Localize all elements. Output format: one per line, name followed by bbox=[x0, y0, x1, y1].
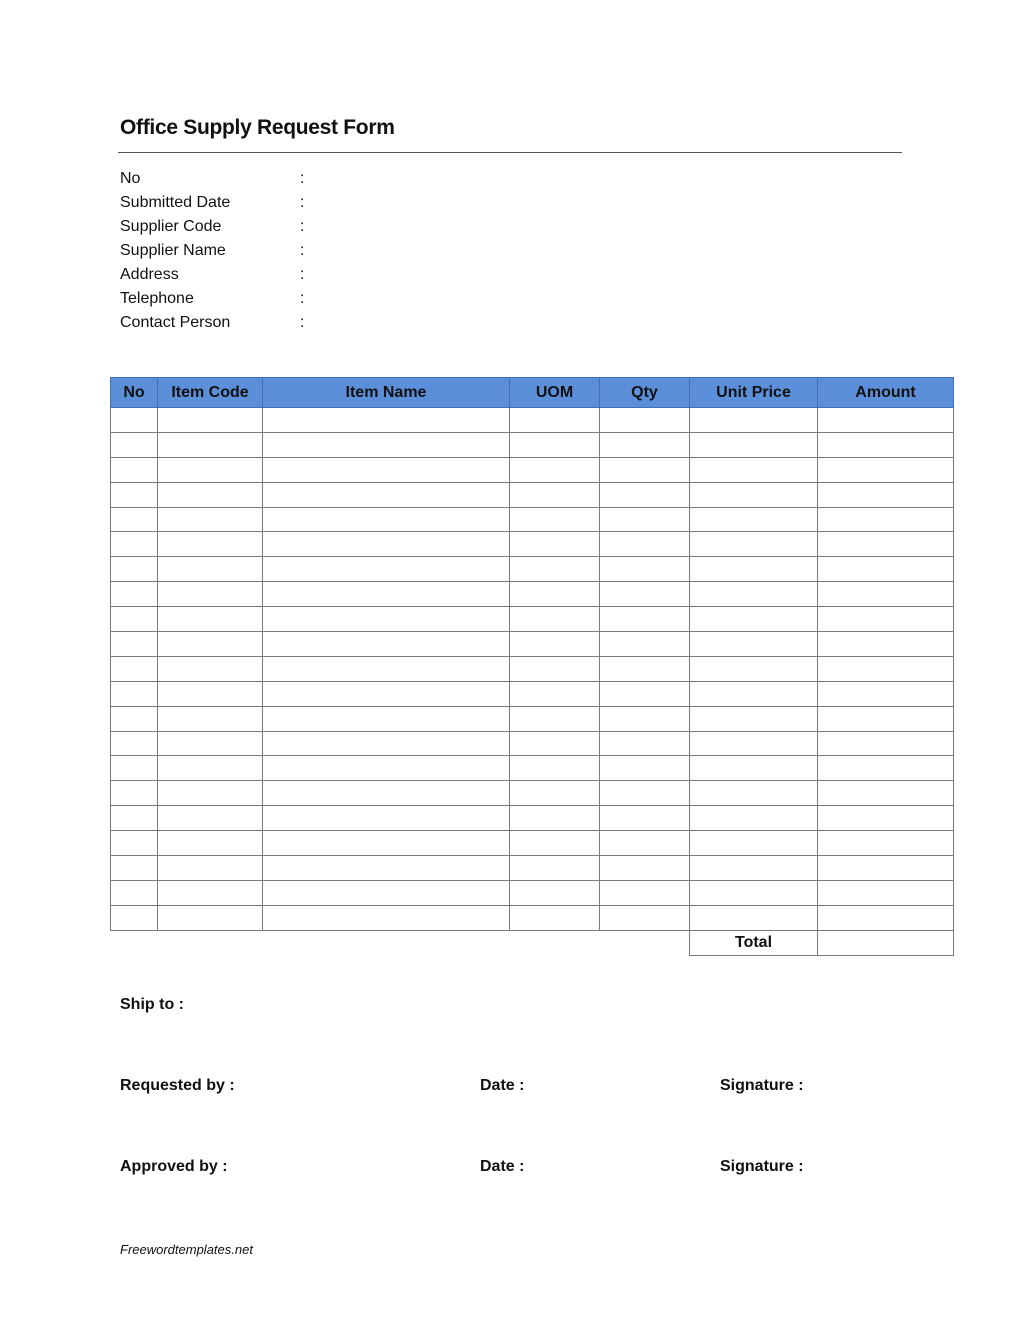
cell-amount[interactable] bbox=[818, 681, 954, 706]
cell-item-code[interactable] bbox=[158, 856, 263, 881]
cell-uom[interactable] bbox=[510, 905, 600, 930]
cell-uom[interactable] bbox=[510, 681, 600, 706]
cell-item-code[interactable] bbox=[158, 507, 263, 532]
cell-qty[interactable] bbox=[600, 880, 690, 905]
cell-amount[interactable] bbox=[818, 532, 954, 557]
approved-date-label: Date : bbox=[480, 1158, 525, 1175]
cell-qty[interactable] bbox=[600, 806, 690, 831]
cell-item-code[interactable] bbox=[158, 632, 263, 657]
cell-amount[interactable] bbox=[818, 756, 954, 781]
cell-item-name[interactable] bbox=[263, 656, 510, 681]
total-amount-cell[interactable] bbox=[818, 930, 954, 955]
cell-item-name[interactable] bbox=[263, 507, 510, 532]
cell-uom[interactable] bbox=[510, 656, 600, 681]
table-row bbox=[111, 880, 954, 905]
header-unit-price: Unit Price bbox=[690, 378, 818, 408]
table-row bbox=[111, 482, 954, 507]
info-colon: : bbox=[300, 170, 305, 187]
cell-qty[interactable] bbox=[600, 781, 690, 806]
cell-uom[interactable] bbox=[510, 432, 600, 457]
cell-item-name[interactable] bbox=[263, 756, 510, 781]
cell-no[interactable] bbox=[111, 582, 158, 607]
header-no: No bbox=[111, 378, 158, 408]
table-row bbox=[111, 781, 954, 806]
table-row bbox=[111, 582, 954, 607]
cell-qty[interactable] bbox=[600, 756, 690, 781]
cell-unit-price[interactable] bbox=[690, 482, 818, 507]
cell-uom[interactable] bbox=[510, 806, 600, 831]
cell-item-name[interactable] bbox=[263, 632, 510, 657]
cell-unit-price[interactable] bbox=[690, 607, 818, 632]
cell-uom[interactable] bbox=[510, 756, 600, 781]
cell-uom[interactable] bbox=[510, 557, 600, 582]
cell-unit-price[interactable] bbox=[690, 905, 818, 930]
header-item-code: Item Code bbox=[158, 378, 263, 408]
items-table bbox=[110, 377, 954, 956]
table-row bbox=[111, 632, 954, 657]
cell-uom[interactable] bbox=[510, 831, 600, 856]
cell-no[interactable] bbox=[111, 781, 158, 806]
cell-unit-price[interactable] bbox=[690, 706, 818, 731]
cell-item-name[interactable] bbox=[263, 856, 510, 881]
cell-no[interactable] bbox=[111, 706, 158, 731]
cell-uom[interactable] bbox=[510, 482, 600, 507]
info-label-supplier-name: Supplier Name bbox=[120, 242, 226, 259]
cell-item-code[interactable] bbox=[158, 831, 263, 856]
cell-no[interactable] bbox=[111, 482, 158, 507]
cell-item-name[interactable] bbox=[263, 432, 510, 457]
cell-item-code[interactable] bbox=[158, 607, 263, 632]
table-row bbox=[111, 557, 954, 582]
cell-unit-price[interactable] bbox=[690, 557, 818, 582]
cell-item-code[interactable] bbox=[158, 681, 263, 706]
table-header-row bbox=[111, 378, 954, 408]
cell-uom[interactable] bbox=[510, 457, 600, 482]
items-table-body bbox=[111, 408, 954, 931]
cell-unit-price[interactable] bbox=[690, 831, 818, 856]
cell-uom[interactable] bbox=[510, 781, 600, 806]
requested-date-label: Date : bbox=[480, 1077, 525, 1094]
table-row bbox=[111, 905, 954, 930]
info-colon: : bbox=[300, 218, 305, 235]
cell-no[interactable] bbox=[111, 731, 158, 756]
cell-qty[interactable] bbox=[600, 731, 690, 756]
cell-amount[interactable] bbox=[818, 507, 954, 532]
cell-uom[interactable] bbox=[510, 880, 600, 905]
cell-item-code[interactable] bbox=[158, 880, 263, 905]
cell-item-name[interactable] bbox=[263, 532, 510, 557]
cell-qty[interactable] bbox=[600, 557, 690, 582]
cell-uom[interactable] bbox=[510, 856, 600, 881]
cell-unit-price[interactable] bbox=[690, 432, 818, 457]
cell-unit-price[interactable] bbox=[690, 532, 818, 557]
cell-qty[interactable] bbox=[600, 507, 690, 532]
table-row bbox=[111, 507, 954, 532]
cell-item-code[interactable] bbox=[158, 532, 263, 557]
cell-no[interactable] bbox=[111, 632, 158, 657]
cell-item-name[interactable] bbox=[263, 880, 510, 905]
cell-no[interactable] bbox=[111, 432, 158, 457]
table-row bbox=[111, 656, 954, 681]
total-row bbox=[111, 930, 954, 955]
cell-unit-price[interactable] bbox=[690, 507, 818, 532]
cell-unit-price[interactable] bbox=[690, 731, 818, 756]
header-qty: Qty bbox=[600, 378, 690, 408]
cell-qty[interactable] bbox=[600, 607, 690, 632]
approved-signature-label: Signature : bbox=[720, 1158, 804, 1175]
cell-no[interactable] bbox=[111, 806, 158, 831]
approved-by-label: Approved by : bbox=[120, 1158, 228, 1175]
cell-qty[interactable] bbox=[600, 632, 690, 657]
cell-qty[interactable] bbox=[600, 656, 690, 681]
cell-no[interactable] bbox=[111, 408, 158, 433]
cell-item-name[interactable] bbox=[263, 681, 510, 706]
cell-amount[interactable] bbox=[818, 781, 954, 806]
cell-item-name[interactable] bbox=[263, 482, 510, 507]
cell-unit-price[interactable] bbox=[690, 582, 818, 607]
cell-unit-price[interactable] bbox=[690, 880, 818, 905]
cell-amount[interactable] bbox=[818, 607, 954, 632]
cell-uom[interactable] bbox=[510, 408, 600, 433]
cell-qty[interactable] bbox=[600, 532, 690, 557]
cell-unit-price[interactable] bbox=[690, 806, 818, 831]
header-uom: UOM bbox=[510, 378, 600, 408]
cell-item-name[interactable] bbox=[263, 831, 510, 856]
info-colon: : bbox=[300, 290, 305, 307]
ship-to-label: Ship to : bbox=[120, 996, 184, 1013]
table-row bbox=[111, 706, 954, 731]
info-colon: : bbox=[300, 242, 305, 259]
info-label-no: No bbox=[120, 170, 141, 187]
cell-no[interactable] bbox=[111, 905, 158, 930]
info-colon: : bbox=[300, 194, 305, 211]
table-row bbox=[111, 756, 954, 781]
table-row bbox=[111, 681, 954, 706]
info-label-telephone: Telephone bbox=[120, 290, 194, 307]
cell-item-code[interactable] bbox=[158, 557, 263, 582]
cell-no[interactable] bbox=[111, 756, 158, 781]
cell-no[interactable] bbox=[111, 681, 158, 706]
cell-uom[interactable] bbox=[510, 731, 600, 756]
cell-amount[interactable] bbox=[818, 856, 954, 881]
cell-unit-price[interactable] bbox=[690, 781, 818, 806]
cell-item-name[interactable] bbox=[263, 731, 510, 756]
table-row bbox=[111, 607, 954, 632]
cell-amount[interactable] bbox=[818, 557, 954, 582]
table-row bbox=[111, 432, 954, 457]
cell-unit-price[interactable] bbox=[690, 457, 818, 482]
cell-item-name[interactable] bbox=[263, 806, 510, 831]
info-label-contact-person: Contact Person bbox=[120, 314, 231, 331]
info-label-supplier-code: Supplier Code bbox=[120, 218, 222, 235]
cell-item-code[interactable] bbox=[158, 731, 263, 756]
info-label-address: Address bbox=[120, 266, 179, 283]
cell-qty[interactable] bbox=[600, 582, 690, 607]
cell-item-code[interactable] bbox=[158, 781, 263, 806]
cell-item-name[interactable] bbox=[263, 706, 510, 731]
cell-amount[interactable] bbox=[818, 432, 954, 457]
cell-uom[interactable] bbox=[510, 632, 600, 657]
cell-qty[interactable] bbox=[600, 482, 690, 507]
cell-no[interactable] bbox=[111, 656, 158, 681]
cell-no[interactable] bbox=[111, 507, 158, 532]
requested-by-label: Requested by : bbox=[120, 1077, 235, 1094]
cell-item-name[interactable] bbox=[263, 408, 510, 433]
cell-qty[interactable] bbox=[600, 432, 690, 457]
cell-item-name[interactable] bbox=[263, 905, 510, 930]
cell-amount[interactable] bbox=[818, 880, 954, 905]
cell-unit-price[interactable] bbox=[690, 681, 818, 706]
cell-uom[interactable] bbox=[510, 607, 600, 632]
cell-qty[interactable] bbox=[600, 905, 690, 930]
cell-uom[interactable] bbox=[510, 706, 600, 731]
cell-no[interactable] bbox=[111, 831, 158, 856]
cell-item-code[interactable] bbox=[158, 656, 263, 681]
cell-amount[interactable] bbox=[818, 482, 954, 507]
cell-item-name[interactable] bbox=[263, 607, 510, 632]
cell-item-code[interactable] bbox=[158, 457, 263, 482]
info-colon: : bbox=[300, 314, 305, 331]
cell-qty[interactable] bbox=[600, 831, 690, 856]
header-amount: Amount bbox=[818, 378, 954, 408]
cell-item-code[interactable] bbox=[158, 582, 263, 607]
cell-amount[interactable] bbox=[818, 582, 954, 607]
cell-qty[interactable] bbox=[600, 408, 690, 433]
table-row bbox=[111, 806, 954, 831]
info-colon: : bbox=[300, 266, 305, 283]
cell-uom[interactable] bbox=[510, 582, 600, 607]
cell-item-code[interactable] bbox=[158, 706, 263, 731]
info-label-submitted-date: Submitted Date bbox=[120, 194, 231, 211]
cell-no[interactable] bbox=[111, 532, 158, 557]
table-row bbox=[111, 731, 954, 756]
table-row bbox=[111, 831, 954, 856]
cell-amount[interactable] bbox=[818, 656, 954, 681]
cell-amount[interactable] bbox=[818, 632, 954, 657]
cell-item-code[interactable] bbox=[158, 806, 263, 831]
title-divider bbox=[118, 152, 902, 153]
cell-item-name[interactable] bbox=[263, 557, 510, 582]
total-label: Total bbox=[690, 930, 818, 955]
table-row bbox=[111, 856, 954, 881]
cell-no[interactable] bbox=[111, 880, 158, 905]
cell-item-name[interactable] bbox=[263, 781, 510, 806]
cell-amount[interactable] bbox=[818, 706, 954, 731]
cell-qty[interactable] bbox=[600, 681, 690, 706]
cell-item-name[interactable] bbox=[263, 582, 510, 607]
cell-item-code[interactable] bbox=[158, 408, 263, 433]
cell-item-code[interactable] bbox=[158, 905, 263, 930]
table-row bbox=[111, 457, 954, 482]
cell-qty[interactable] bbox=[600, 457, 690, 482]
footer-credit: Freewordtemplates.net bbox=[120, 1242, 253, 1257]
cell-no[interactable] bbox=[111, 457, 158, 482]
cell-amount[interactable] bbox=[818, 731, 954, 756]
cell-amount[interactable] bbox=[818, 905, 954, 930]
cell-item-code[interactable] bbox=[158, 482, 263, 507]
table-row bbox=[111, 408, 954, 433]
cell-unit-price[interactable] bbox=[690, 632, 818, 657]
cell-unit-price[interactable] bbox=[690, 408, 818, 433]
cell-uom[interactable] bbox=[510, 532, 600, 557]
cell-no[interactable] bbox=[111, 856, 158, 881]
cell-amount[interactable] bbox=[818, 806, 954, 831]
cell-unit-price[interactable] bbox=[690, 656, 818, 681]
cell-qty[interactable] bbox=[600, 856, 690, 881]
cell-no[interactable] bbox=[111, 557, 158, 582]
table-row bbox=[111, 532, 954, 557]
cell-amount[interactable] bbox=[818, 408, 954, 433]
page-title: Office Supply Request Form bbox=[120, 116, 395, 139]
cell-no[interactable] bbox=[111, 607, 158, 632]
cell-uom[interactable] bbox=[510, 507, 600, 532]
header-item-name: Item Name bbox=[263, 378, 510, 408]
cell-item-code[interactable] bbox=[158, 756, 263, 781]
cell-amount[interactable] bbox=[818, 457, 954, 482]
cell-item-code[interactable] bbox=[158, 432, 263, 457]
cell-amount[interactable] bbox=[818, 831, 954, 856]
total-spacer bbox=[111, 930, 690, 955]
requested-signature-label: Signature : bbox=[720, 1077, 804, 1094]
cell-item-name[interactable] bbox=[263, 457, 510, 482]
cell-qty[interactable] bbox=[600, 706, 690, 731]
cell-unit-price[interactable] bbox=[690, 756, 818, 781]
cell-unit-price[interactable] bbox=[690, 856, 818, 881]
